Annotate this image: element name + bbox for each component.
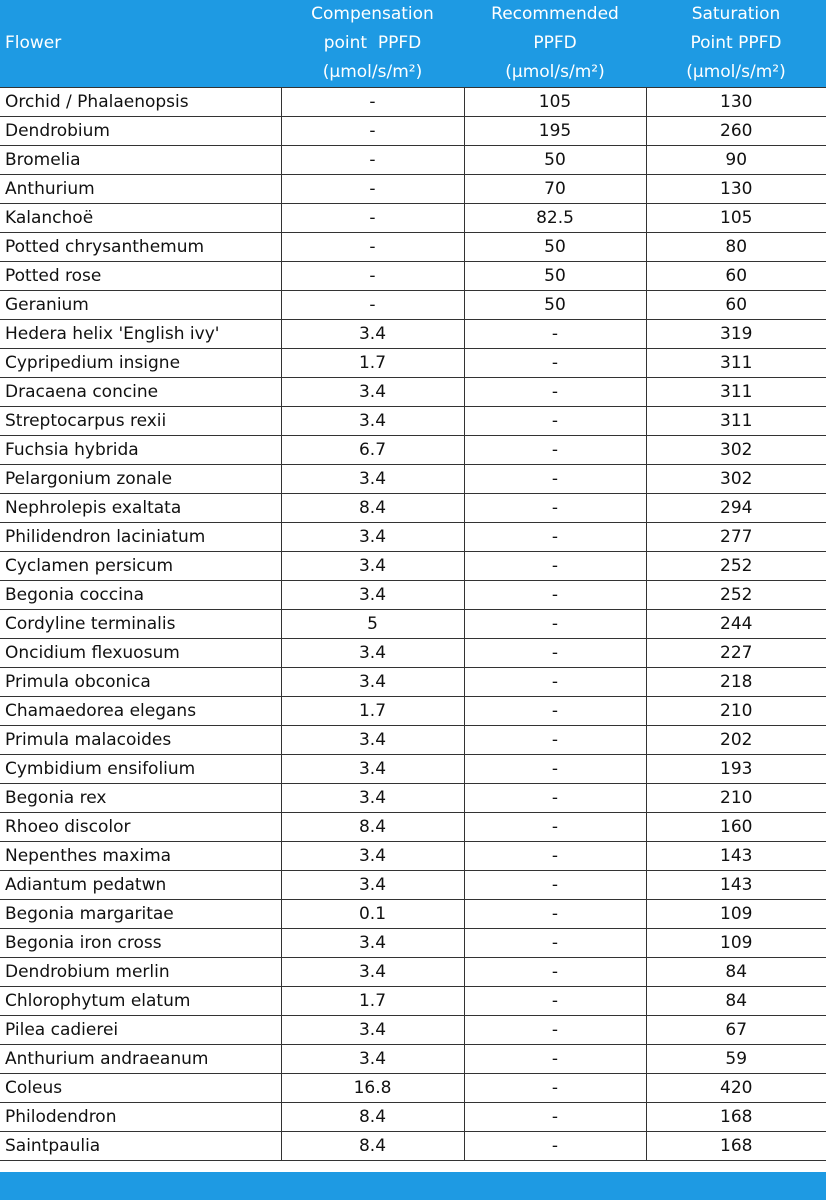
- table-row: [0, 784, 826, 813]
- compensation-value-cell: 3.4: [281, 1016, 464, 1045]
- compensation-value-cell: 8.4: [281, 813, 464, 842]
- flower-name-cell: Dracaena concine: [0, 378, 281, 407]
- table-row: [0, 175, 826, 204]
- header-saturation-line3: (µmol/s/m²): [686, 62, 786, 82]
- flower-name-cell: Begonia coccina: [0, 581, 281, 610]
- header-row: [0, 0, 826, 88]
- compensation-value-cell: -: [281, 117, 464, 146]
- saturation-value-cell: 80: [646, 233, 826, 262]
- recommended-value-cell: -: [464, 929, 646, 958]
- table-row: [0, 610, 826, 639]
- table-row: [0, 233, 826, 262]
- recommended-value-cell: -: [464, 436, 646, 465]
- table-row: [0, 813, 826, 842]
- saturation-value-cell: 319: [646, 320, 826, 349]
- flower-name-cell: Cordyline terminalis: [0, 610, 281, 639]
- recommended-value-cell: 50: [464, 233, 646, 262]
- saturation-value-cell: 218: [646, 668, 826, 697]
- compensation-value-cell: 6.7: [281, 436, 464, 465]
- saturation-value-cell: 168: [646, 1103, 826, 1132]
- saturation-value-cell: 227: [646, 639, 826, 668]
- recommended-value-cell: -: [464, 1103, 646, 1132]
- header-recommended-line3: (µmol/s/m²): [505, 62, 605, 82]
- table-row: [0, 146, 826, 175]
- recommended-value-cell: -: [464, 552, 646, 581]
- flower-name-cell: Chlorophytum elatum: [0, 987, 281, 1016]
- flower-name-cell: Fuchsia hybrida: [0, 436, 281, 465]
- compensation-value-cell: 3.4: [281, 958, 464, 987]
- table-row: [0, 639, 826, 668]
- saturation-value-cell: 244: [646, 610, 826, 639]
- recommended-value-cell: -: [464, 987, 646, 1016]
- saturation-value-cell: 210: [646, 784, 826, 813]
- header-compensation-line2: point PPFD: [323, 33, 422, 53]
- saturation-value-cell: 60: [646, 262, 826, 291]
- flower-name-cell: Streptocarpus rexii: [0, 407, 281, 436]
- table-row: [0, 320, 826, 349]
- table-row: [0, 726, 826, 755]
- saturation-value-cell: 143: [646, 871, 826, 900]
- header-flower-label: Flower: [5, 33, 62, 53]
- flower-name-cell: Pilea cadierei: [0, 1016, 281, 1045]
- table-row: [0, 291, 826, 320]
- saturation-value-cell: 420: [646, 1074, 826, 1103]
- saturation-value-cell: 277: [646, 523, 826, 552]
- table-row: [0, 871, 826, 900]
- header-compensation: [281, 0, 464, 88]
- table-row: [0, 1045, 826, 1074]
- saturation-value-cell: 130: [646, 88, 826, 117]
- header-compensation-line3: (µmol/s/m²): [322, 62, 423, 82]
- compensation-value-cell: -: [281, 262, 464, 291]
- flower-name-cell: Saintpaulia: [0, 1132, 281, 1161]
- recommended-value-cell: -: [464, 378, 646, 407]
- recommended-value-cell: -: [464, 494, 646, 523]
- recommended-value-cell: -: [464, 726, 646, 755]
- saturation-value-cell: 168: [646, 1132, 826, 1161]
- saturation-value-cell: 202: [646, 726, 826, 755]
- header-compensation-line1: Compensation: [311, 4, 434, 24]
- flower-name-cell: Nepenthes maxima: [0, 842, 281, 871]
- compensation-value-cell: -: [281, 175, 464, 204]
- compensation-value-cell: 16.8: [281, 1074, 464, 1103]
- table-row: [0, 349, 826, 378]
- recommended-value-cell: 50: [464, 291, 646, 320]
- compensation-value-cell: 8.4: [281, 1103, 464, 1132]
- flower-name-cell: Hedera helix 'English ivy': [0, 320, 281, 349]
- recommended-value-cell: -: [464, 1074, 646, 1103]
- table-row: [0, 581, 826, 610]
- table-row: [0, 668, 826, 697]
- recommended-value-cell: 195: [464, 117, 646, 146]
- flower-name-cell: Nephrolepis exaltata: [0, 494, 281, 523]
- table-row: [0, 117, 826, 146]
- recommended-value-cell: 82.5: [464, 204, 646, 233]
- recommended-value-cell: -: [464, 610, 646, 639]
- flower-name-cell: Potted rose: [0, 262, 281, 291]
- flower-name-cell: Pelargonium zonale: [0, 465, 281, 494]
- flower-name-cell: Chamaedorea elegans: [0, 697, 281, 726]
- recommended-value-cell: -: [464, 639, 646, 668]
- flower-name-cell: Primula obconica: [0, 668, 281, 697]
- table-row: [0, 523, 826, 552]
- flower-name-cell: Anthurium andraeanum: [0, 1045, 281, 1074]
- recommended-value-cell: -: [464, 813, 646, 842]
- recommended-value-cell: -: [464, 581, 646, 610]
- flower-name-cell: Cymbidium ensifolium: [0, 755, 281, 784]
- flower-name-cell: Begonia iron cross: [0, 929, 281, 958]
- table-row: [0, 436, 826, 465]
- table-row: [0, 1016, 826, 1045]
- flower-name-cell: Cypripedium insigne: [0, 349, 281, 378]
- table-row: [0, 958, 826, 987]
- compensation-value-cell: -: [281, 146, 464, 175]
- table-row: [0, 1103, 826, 1132]
- flower-name-cell: Oncidium flexuosum: [0, 639, 281, 668]
- saturation-value-cell: 252: [646, 581, 826, 610]
- header-saturation-line1: Saturation: [691, 4, 781, 24]
- saturation-value-cell: 84: [646, 987, 826, 1016]
- saturation-value-cell: 260: [646, 117, 826, 146]
- saturation-value-cell: 130: [646, 175, 826, 204]
- saturation-value-cell: 109: [646, 900, 826, 929]
- table-row: [0, 900, 826, 929]
- compensation-value-cell: 3.4: [281, 465, 464, 494]
- header-recommended-line2: PPFD: [533, 33, 577, 53]
- recommended-value-cell: -: [464, 842, 646, 871]
- recommended-value-cell: -: [464, 465, 646, 494]
- compensation-value-cell: 1.7: [281, 987, 464, 1016]
- compensation-value-cell: -: [281, 88, 464, 117]
- compensation-value-cell: 1.7: [281, 697, 464, 726]
- compensation-value-cell: 3.4: [281, 755, 464, 784]
- recommended-value-cell: -: [464, 407, 646, 436]
- flower-name-cell: Philodendron: [0, 1103, 281, 1132]
- flower-name-cell: Anthurium: [0, 175, 281, 204]
- saturation-value-cell: 302: [646, 465, 826, 494]
- header-saturation: [646, 0, 826, 88]
- compensation-value-cell: -: [281, 204, 464, 233]
- flower-name-cell: Potted chrysanthemum: [0, 233, 281, 262]
- recommended-value-cell: 70: [464, 175, 646, 204]
- flower-name-cell: Bromelia: [0, 146, 281, 175]
- flower-name-cell: Rhoeo discolor: [0, 813, 281, 842]
- compensation-value-cell: 3.4: [281, 668, 464, 697]
- compensation-value-cell: 8.4: [281, 1132, 464, 1161]
- flower-name-cell: Adiantum pedatwn: [0, 871, 281, 900]
- saturation-value-cell: 67: [646, 1016, 826, 1045]
- table-row: [0, 494, 826, 523]
- saturation-value-cell: 143: [646, 842, 826, 871]
- saturation-value-cell: 90: [646, 146, 826, 175]
- recommended-value-cell: -: [464, 900, 646, 929]
- recommended-value-cell: -: [464, 871, 646, 900]
- footer-band: [0, 1172, 826, 1200]
- table-row: [0, 1132, 826, 1161]
- recommended-value-cell: -: [464, 1045, 646, 1074]
- saturation-value-cell: 193: [646, 755, 826, 784]
- table-row: [0, 987, 826, 1016]
- saturation-value-cell: 105: [646, 204, 826, 233]
- compensation-value-cell: 3.4: [281, 378, 464, 407]
- flower-name-cell: Coleus: [0, 1074, 281, 1103]
- flower-name-cell: Kalanchoë: [0, 204, 281, 233]
- flower-name-cell: Orchid / Phalaenopsis: [0, 88, 281, 117]
- compensation-value-cell: 8.4: [281, 494, 464, 523]
- saturation-value-cell: 311: [646, 378, 826, 407]
- table-row: [0, 929, 826, 958]
- recommended-value-cell: 105: [464, 88, 646, 117]
- recommended-value-cell: -: [464, 668, 646, 697]
- saturation-value-cell: 160: [646, 813, 826, 842]
- table-row: [0, 697, 826, 726]
- compensation-value-cell: 3.4: [281, 581, 464, 610]
- saturation-value-cell: 294: [646, 494, 826, 523]
- recommended-value-cell: -: [464, 1016, 646, 1045]
- compensation-value-cell: 3.4: [281, 784, 464, 813]
- compensation-value-cell: 0.1: [281, 900, 464, 929]
- recommended-value-cell: -: [464, 755, 646, 784]
- flower-name-cell: Philidendron laciniatum: [0, 523, 281, 552]
- compensation-value-cell: 3.4: [281, 552, 464, 581]
- compensation-value-cell: 3.4: [281, 639, 464, 668]
- table-row: [0, 1074, 826, 1103]
- header-recommended-line1: Recommended: [491, 4, 619, 24]
- table-row: [0, 552, 826, 581]
- compensation-value-cell: 1.7: [281, 349, 464, 378]
- header-flower: [0, 0, 281, 88]
- recommended-value-cell: 50: [464, 262, 646, 291]
- saturation-value-cell: 302: [646, 436, 826, 465]
- table-row: [0, 842, 826, 871]
- recommended-value-cell: -: [464, 320, 646, 349]
- flower-name-cell: Cyclamen persicum: [0, 552, 281, 581]
- saturation-value-cell: 210: [646, 697, 826, 726]
- flower-name-cell: Primula malacoides: [0, 726, 281, 755]
- compensation-value-cell: 3.4: [281, 1045, 464, 1074]
- recommended-value-cell: -: [464, 349, 646, 378]
- saturation-value-cell: 252: [646, 552, 826, 581]
- compensation-value-cell: -: [281, 291, 464, 320]
- flower-name-cell: Geranium: [0, 291, 281, 320]
- compensation-value-cell: 3.4: [281, 929, 464, 958]
- table-row: [0, 204, 826, 233]
- flower-name-cell: Begonia margaritae: [0, 900, 281, 929]
- flower-name-cell: Dendrobium merlin: [0, 958, 281, 987]
- compensation-value-cell: 3.4: [281, 726, 464, 755]
- compensation-value-cell: -: [281, 233, 464, 262]
- saturation-value-cell: 60: [646, 291, 826, 320]
- table-row: [0, 407, 826, 436]
- recommended-value-cell: -: [464, 697, 646, 726]
- compensation-value-cell: 3.4: [281, 407, 464, 436]
- recommended-value-cell: -: [464, 784, 646, 813]
- compensation-value-cell: 3.4: [281, 871, 464, 900]
- table-header: [0, 0, 826, 88]
- table-row: [0, 465, 826, 494]
- header-recommended: [464, 0, 646, 88]
- recommended-value-cell: -: [464, 1132, 646, 1161]
- compensation-value-cell: 5: [281, 610, 464, 639]
- header-saturation-line2: Point PPFD: [690, 33, 782, 53]
- compensation-value-cell: 3.4: [281, 523, 464, 552]
- saturation-value-cell: 59: [646, 1045, 826, 1074]
- table-row: [0, 88, 826, 117]
- saturation-value-cell: 109: [646, 929, 826, 958]
- recommended-value-cell: -: [464, 523, 646, 552]
- table-row: [0, 262, 826, 291]
- flower-name-cell: Begonia rex: [0, 784, 281, 813]
- saturation-value-cell: 84: [646, 958, 826, 987]
- table-body: [0, 88, 826, 1161]
- saturation-value-cell: 311: [646, 349, 826, 378]
- recommended-value-cell: -: [464, 958, 646, 987]
- table-row: [0, 755, 826, 784]
- flower-name-cell: Dendrobium: [0, 117, 281, 146]
- compensation-value-cell: 3.4: [281, 842, 464, 871]
- table-row: [0, 378, 826, 407]
- saturation-value-cell: 311: [646, 407, 826, 436]
- compensation-value-cell: 3.4: [281, 320, 464, 349]
- recommended-value-cell: 50: [464, 146, 646, 175]
